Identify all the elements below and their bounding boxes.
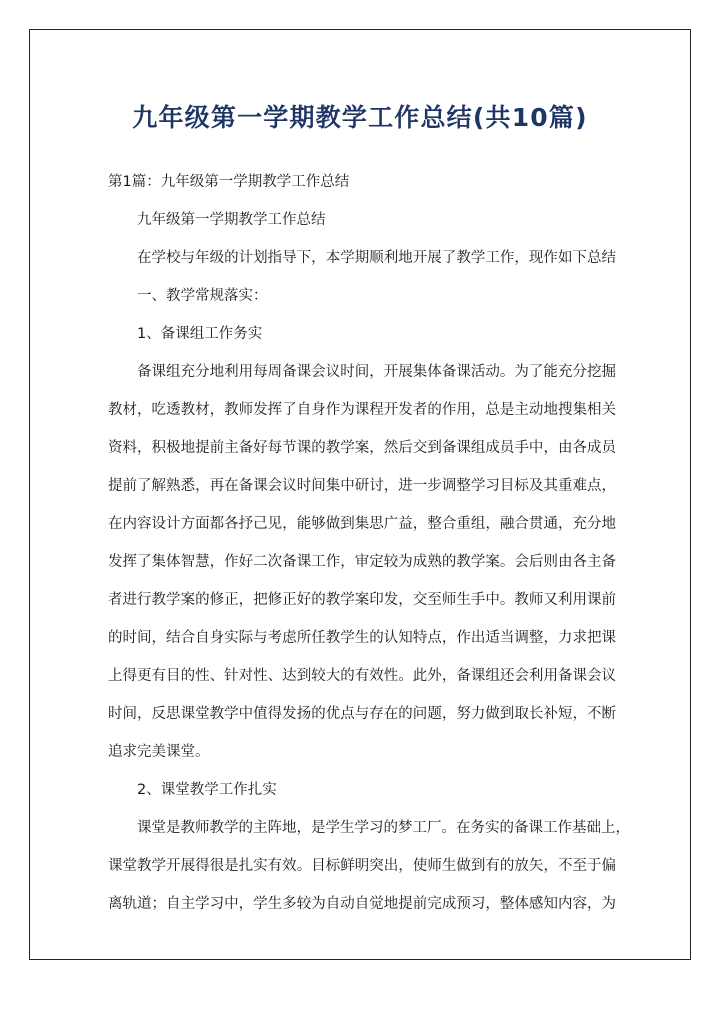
article-subtitle: 第1篇：九年级第一学期教学工作总结 xyxy=(108,174,350,190)
paragraph-1-line: 者进行教学案的修正，把修正好的教学案印发，交至师生手中。教师又利用课前 xyxy=(108,592,616,608)
paragraph-1-line: 备课组充分地利用每周备课会议时间，开展集体备课活动。为了能充分挖掘 xyxy=(137,364,616,380)
subsection-heading-1: 1、备课组工作务实 xyxy=(137,326,263,342)
section-heading-1: 一、教学常规落实： xyxy=(137,288,268,304)
intro-line: 在学校与年级的计划指导下，本学期顺利地开展了教学工作，现作如下总结 xyxy=(137,250,616,266)
paragraph-2-line: 课堂教学开展得很是扎实有效。目标鲜明突出，使师生做到有的放矢，不至于偏 xyxy=(108,858,616,874)
paragraph-1-line: 资料，积极地提前主备好每节课的教学案，然后交到备课组成员手中，由各成员 xyxy=(108,440,616,456)
paragraph-2-line: 离轨道；自主学习中，学生多较为自动自觉地提前完成预习，整体感知内容，为 xyxy=(108,896,616,912)
paragraph-2-line: 课堂是教师教学的主阵地，是学生学习的梦工厂。在务实的备课工作基础上， xyxy=(137,820,630,836)
paragraph-1-line: 追求完美课堂。 xyxy=(108,744,210,760)
paragraph-1-line: 发挥了集体智慧，作好二次备课工作，审定较为成熟的教学案。会后则由各主备 xyxy=(108,554,616,570)
subsection-heading-2: 2、课堂教学工作扎实 xyxy=(137,782,277,798)
document-title: 九年级第一学期教学工作总结(共10篇) xyxy=(132,103,588,132)
paragraph-1-line: 时间，反思课堂教学中值得发扬的优点与存在的问题，努力做到取长补短，不断 xyxy=(108,706,616,722)
paragraph-1-line: 提前了解熟悉，再在备课会议时间集中研讨，进一步调整学习目标及其重难点， xyxy=(108,478,616,494)
paragraph-1-line: 的时间，结合自身实际与考虑所任教学生的认知特点，作出适当调整，力求把课 xyxy=(108,630,616,646)
article-heading: 九年级第一学期教学工作总结 xyxy=(137,212,326,228)
paragraph-1-line: 在内容设计方面都各抒己见，能够做到集思广益，整合重组，融合贯通，充分地 xyxy=(108,516,616,532)
paragraph-1-line: 上得更有目的性、针对性、达到较大的有效性。此外，备课组还会利用备课会议 xyxy=(108,668,616,684)
paragraph-1-line: 教材，吃透教材，教师发挥了自身作为课程开发者的作用，总是主动地搜集相关 xyxy=(108,402,616,418)
